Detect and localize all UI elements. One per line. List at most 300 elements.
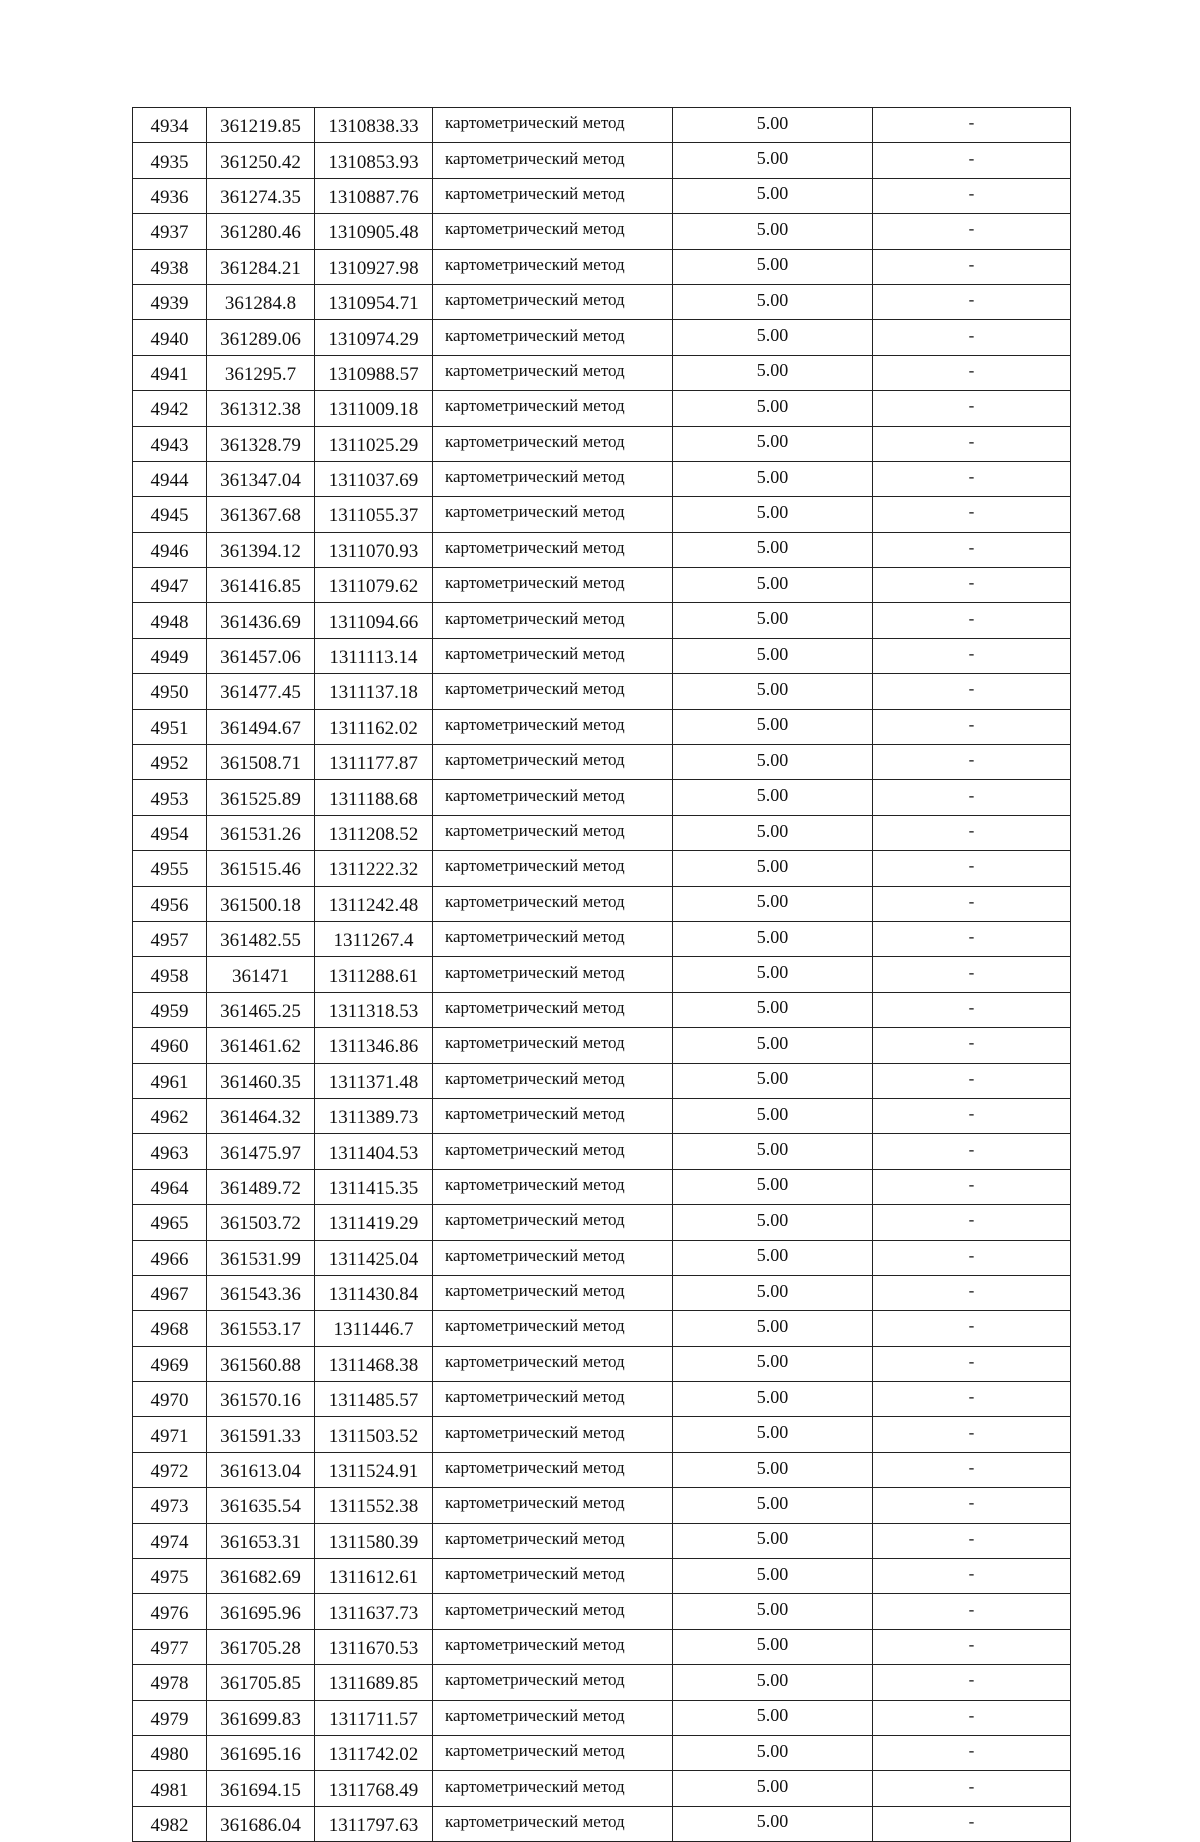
- y-coordinate-cell: 1311055.37: [315, 497, 433, 532]
- y-coordinate-cell: 1311580.39: [315, 1523, 433, 1558]
- accuracy-cell: 5.00: [673, 1735, 873, 1770]
- table-row: [133, 674, 1071, 709]
- y-coordinate-cell: 1311468.38: [315, 1346, 433, 1381]
- accuracy-cell: 5.00: [673, 1098, 873, 1133]
- x-coordinate-cell: 361465.25: [207, 992, 315, 1027]
- x-coordinate-cell: 361635.54: [207, 1488, 315, 1523]
- y-coordinate-cell: 1311037.69: [315, 461, 433, 496]
- table-row: [133, 1311, 1071, 1346]
- x-coordinate-cell: 361560.88: [207, 1346, 315, 1381]
- method-cell: картометрический метод: [433, 320, 673, 355]
- y-coordinate-cell: 1311009.18: [315, 391, 433, 426]
- y-coordinate-cell: 1311070.93: [315, 532, 433, 567]
- x-coordinate-cell: 361686.04: [207, 1806, 315, 1841]
- point-number-cell: 4937: [133, 214, 207, 249]
- x-coordinate-cell: 361705.85: [207, 1665, 315, 1700]
- method-cell: картометрический метод: [433, 1665, 673, 1700]
- x-coordinate-cell: 361312.38: [207, 391, 315, 426]
- accuracy-cell: 5.00: [673, 1311, 873, 1346]
- y-coordinate-cell: 1311222.32: [315, 851, 433, 886]
- point-number-cell: 4967: [133, 1275, 207, 1310]
- description-cell: -: [873, 1134, 1071, 1169]
- table-row: [133, 1382, 1071, 1417]
- x-coordinate-cell: 361489.72: [207, 1169, 315, 1204]
- x-coordinate-cell: 361695.16: [207, 1735, 315, 1770]
- accuracy-cell: 5.00: [673, 1629, 873, 1664]
- table-row: [133, 1771, 1071, 1806]
- table-row: [133, 709, 1071, 744]
- description-cell: -: [873, 1311, 1071, 1346]
- accuracy-cell: 5.00: [673, 1559, 873, 1594]
- method-cell: картометрический метод: [433, 815, 673, 850]
- point-number-cell: 4950: [133, 674, 207, 709]
- y-coordinate-cell: 1311094.66: [315, 603, 433, 638]
- accuracy-cell: 5.00: [673, 391, 873, 426]
- point-number-cell: 4978: [133, 1665, 207, 1700]
- point-number-cell: 4935: [133, 143, 207, 178]
- method-cell: картометрический метод: [433, 143, 673, 178]
- y-coordinate-cell: 1311524.91: [315, 1452, 433, 1487]
- accuracy-cell: 5.00: [673, 1806, 873, 1841]
- point-number-cell: 4974: [133, 1523, 207, 1558]
- method-cell: картометрический метод: [433, 851, 673, 886]
- method-cell: картометрический метод: [433, 921, 673, 956]
- x-coordinate-cell: 361482.55: [207, 921, 315, 956]
- description-cell: -: [873, 709, 1071, 744]
- method-cell: картометрический метод: [433, 1169, 673, 1204]
- method-cell: картометрический метод: [433, 1063, 673, 1098]
- y-coordinate-cell: 1311162.02: [315, 709, 433, 744]
- method-cell: картометрический метод: [433, 178, 673, 213]
- accuracy-cell: 5.00: [673, 1028, 873, 1063]
- accuracy-cell: 5.00: [673, 284, 873, 319]
- point-number-cell: 4972: [133, 1452, 207, 1487]
- y-coordinate-cell: 1311389.73: [315, 1098, 433, 1133]
- accuracy-cell: 5.00: [673, 1700, 873, 1735]
- accuracy-cell: 5.00: [673, 497, 873, 532]
- accuracy-cell: 5.00: [673, 674, 873, 709]
- description-cell: -: [873, 1629, 1071, 1664]
- method-cell: картометрический метод: [433, 1275, 673, 1310]
- table-row: [133, 355, 1071, 390]
- y-coordinate-cell: 1311188.68: [315, 780, 433, 815]
- accuracy-cell: 5.00: [673, 532, 873, 567]
- table-row: [133, 143, 1071, 178]
- method-cell: картометрический метод: [433, 603, 673, 638]
- description-cell: -: [873, 284, 1071, 319]
- x-coordinate-cell: 361394.12: [207, 532, 315, 567]
- table-row: [133, 1452, 1071, 1487]
- table-row: [133, 532, 1071, 567]
- y-coordinate-cell: 1311503.52: [315, 1417, 433, 1452]
- accuracy-cell: 5.00: [673, 957, 873, 992]
- x-coordinate-cell: 361219.85: [207, 108, 315, 143]
- description-cell: -: [873, 1205, 1071, 1240]
- table-row: [133, 1665, 1071, 1700]
- method-cell: картометрический метод: [433, 1735, 673, 1770]
- method-cell: картометрический метод: [433, 1452, 673, 1487]
- point-number-cell: 4969: [133, 1346, 207, 1381]
- y-coordinate-cell: 1311208.52: [315, 815, 433, 850]
- point-number-cell: 4936: [133, 178, 207, 213]
- point-number-cell: 4957: [133, 921, 207, 956]
- x-coordinate-cell: 361705.28: [207, 1629, 315, 1664]
- accuracy-cell: 5.00: [673, 1169, 873, 1204]
- method-cell: картометрический метод: [433, 1417, 673, 1452]
- description-cell: -: [873, 1665, 1071, 1700]
- point-number-cell: 4979: [133, 1700, 207, 1735]
- table-row: [133, 1240, 1071, 1275]
- description-cell: -: [873, 1735, 1071, 1770]
- method-cell: картометрический метод: [433, 1523, 673, 1558]
- x-coordinate-cell: 361653.31: [207, 1523, 315, 1558]
- table-row: [133, 1629, 1071, 1664]
- method-cell: картометрический метод: [433, 1098, 673, 1133]
- point-number-cell: 4980: [133, 1735, 207, 1770]
- x-coordinate-cell: 361525.89: [207, 780, 315, 815]
- description-cell: -: [873, 143, 1071, 178]
- table-row: [133, 568, 1071, 603]
- y-coordinate-cell: 1311742.02: [315, 1735, 433, 1770]
- x-coordinate-cell: 361500.18: [207, 886, 315, 921]
- y-coordinate-cell: 1310927.98: [315, 249, 433, 284]
- description-cell: -: [873, 178, 1071, 213]
- description-cell: -: [873, 921, 1071, 956]
- method-cell: картометрический метод: [433, 284, 673, 319]
- x-coordinate-cell: 361284.8: [207, 284, 315, 319]
- y-coordinate-cell: 1310838.33: [315, 108, 433, 143]
- table-row: [133, 461, 1071, 496]
- accuracy-cell: 5.00: [673, 178, 873, 213]
- accuracy-cell: 5.00: [673, 1382, 873, 1417]
- method-cell: картометрический метод: [433, 992, 673, 1027]
- table-row: [133, 1559, 1071, 1594]
- y-coordinate-cell: 1311612.61: [315, 1559, 433, 1594]
- point-number-cell: 4963: [133, 1134, 207, 1169]
- accuracy-cell: 5.00: [673, 1205, 873, 1240]
- accuracy-cell: 5.00: [673, 1063, 873, 1098]
- method-cell: картометрический метод: [433, 391, 673, 426]
- point-number-cell: 4944: [133, 461, 207, 496]
- accuracy-cell: 5.00: [673, 780, 873, 815]
- table-row: [133, 1063, 1071, 1098]
- method-cell: картометрический метод: [433, 1134, 673, 1169]
- description-cell: -: [873, 1275, 1071, 1310]
- accuracy-cell: 5.00: [673, 143, 873, 178]
- table-row: [133, 426, 1071, 461]
- accuracy-cell: 5.00: [673, 1275, 873, 1310]
- table-row: [133, 815, 1071, 850]
- method-cell: картометрический метод: [433, 1559, 673, 1594]
- y-coordinate-cell: 1311419.29: [315, 1205, 433, 1240]
- table-row: [133, 1735, 1071, 1770]
- description-cell: -: [873, 1523, 1071, 1558]
- y-coordinate-cell: 1311242.48: [315, 886, 433, 921]
- point-number-cell: 4958: [133, 957, 207, 992]
- accuracy-cell: 5.00: [673, 745, 873, 780]
- table-row: [133, 1098, 1071, 1133]
- point-number-cell: 4960: [133, 1028, 207, 1063]
- x-coordinate-cell: 361682.69: [207, 1559, 315, 1594]
- point-number-cell: 4954: [133, 815, 207, 850]
- accuracy-cell: 5.00: [673, 1594, 873, 1629]
- x-coordinate-cell: 361477.45: [207, 674, 315, 709]
- table-row: [133, 1169, 1071, 1204]
- y-coordinate-cell: 1311670.53: [315, 1629, 433, 1664]
- y-coordinate-cell: 1310974.29: [315, 320, 433, 355]
- y-coordinate-cell: 1311415.35: [315, 1169, 433, 1204]
- method-cell: картометрический метод: [433, 1346, 673, 1381]
- description-cell: -: [873, 1417, 1071, 1452]
- description-cell: -: [873, 1806, 1071, 1841]
- accuracy-cell: 5.00: [673, 851, 873, 886]
- table-row: [133, 1134, 1071, 1169]
- method-cell: картометрический метод: [433, 1028, 673, 1063]
- accuracy-cell: 5.00: [673, 1134, 873, 1169]
- description-cell: -: [873, 674, 1071, 709]
- y-coordinate-cell: 1311430.84: [315, 1275, 433, 1310]
- x-coordinate-cell: 361699.83: [207, 1700, 315, 1735]
- x-coordinate-cell: 361457.06: [207, 638, 315, 673]
- description-cell: -: [873, 1382, 1071, 1417]
- accuracy-cell: 5.00: [673, 1452, 873, 1487]
- x-coordinate-cell: 361475.97: [207, 1134, 315, 1169]
- x-coordinate-cell: 361553.17: [207, 1311, 315, 1346]
- table-row: [133, 1028, 1071, 1063]
- table-row: [133, 603, 1071, 638]
- x-coordinate-cell: 361464.32: [207, 1098, 315, 1133]
- y-coordinate-cell: 1311137.18: [315, 674, 433, 709]
- point-number-cell: 4934: [133, 108, 207, 143]
- description-cell: -: [873, 497, 1071, 532]
- x-coordinate-cell: 361274.35: [207, 178, 315, 213]
- method-cell: картометрический метод: [433, 355, 673, 390]
- x-coordinate-cell: 361284.21: [207, 249, 315, 284]
- description-cell: -: [873, 355, 1071, 390]
- description-cell: -: [873, 320, 1071, 355]
- coordinates-table: [132, 107, 1071, 1842]
- method-cell: картометрический метод: [433, 568, 673, 603]
- table-row: [133, 1523, 1071, 1558]
- table-row: [133, 214, 1071, 249]
- description-cell: -: [873, 815, 1071, 850]
- point-number-cell: 4964: [133, 1169, 207, 1204]
- accuracy-cell: 5.00: [673, 320, 873, 355]
- y-coordinate-cell: 1311267.4: [315, 921, 433, 956]
- table-row: [133, 1806, 1071, 1841]
- table-row: [133, 1346, 1071, 1381]
- accuracy-cell: 5.00: [673, 1523, 873, 1558]
- method-cell: картометрический метод: [433, 108, 673, 143]
- method-cell: картометрический метод: [433, 461, 673, 496]
- description-cell: -: [873, 214, 1071, 249]
- description-cell: -: [873, 1028, 1071, 1063]
- description-cell: -: [873, 1098, 1071, 1133]
- accuracy-cell: 5.00: [673, 249, 873, 284]
- table-row: [133, 745, 1071, 780]
- table-row: [133, 108, 1071, 143]
- y-coordinate-cell: 1310988.57: [315, 355, 433, 390]
- table-row: [133, 1275, 1071, 1310]
- point-number-cell: 4946: [133, 532, 207, 567]
- method-cell: картометрический метод: [433, 1205, 673, 1240]
- accuracy-cell: 5.00: [673, 992, 873, 1027]
- table-row: [133, 178, 1071, 213]
- point-number-cell: 4952: [133, 745, 207, 780]
- point-number-cell: 4945: [133, 497, 207, 532]
- table-row: [133, 1594, 1071, 1629]
- accuracy-cell: 5.00: [673, 426, 873, 461]
- description-cell: -: [873, 1488, 1071, 1523]
- y-coordinate-cell: 1311346.86: [315, 1028, 433, 1063]
- method-cell: картометрический метод: [433, 1629, 673, 1664]
- accuracy-cell: 5.00: [673, 1665, 873, 1700]
- table-row: [133, 1205, 1071, 1240]
- description-cell: -: [873, 391, 1071, 426]
- point-number-cell: 4942: [133, 391, 207, 426]
- description-cell: -: [873, 1063, 1071, 1098]
- description-cell: -: [873, 1594, 1071, 1629]
- accuracy-cell: 5.00: [673, 1346, 873, 1381]
- y-coordinate-cell: 1311485.57: [315, 1382, 433, 1417]
- method-cell: картометрический метод: [433, 1806, 673, 1841]
- description-cell: -: [873, 638, 1071, 673]
- accuracy-cell: 5.00: [673, 603, 873, 638]
- description-cell: -: [873, 745, 1071, 780]
- point-number-cell: 4940: [133, 320, 207, 355]
- x-coordinate-cell: 361531.99: [207, 1240, 315, 1275]
- y-coordinate-cell: 1310887.76: [315, 178, 433, 213]
- x-coordinate-cell: 361694.15: [207, 1771, 315, 1806]
- description-cell: -: [873, 1240, 1071, 1275]
- description-cell: -: [873, 1169, 1071, 1204]
- table-row: [133, 497, 1071, 532]
- x-coordinate-cell: 361591.33: [207, 1417, 315, 1452]
- y-coordinate-cell: 1311371.48: [315, 1063, 433, 1098]
- point-number-cell: 4976: [133, 1594, 207, 1629]
- table-row: [133, 1488, 1071, 1523]
- point-number-cell: 4949: [133, 638, 207, 673]
- method-cell: картометрический метод: [433, 214, 673, 249]
- y-coordinate-cell: 1311711.57: [315, 1700, 433, 1735]
- point-number-cell: 4956: [133, 886, 207, 921]
- method-cell: картометрический метод: [433, 1240, 673, 1275]
- x-coordinate-cell: 361531.26: [207, 815, 315, 850]
- x-coordinate-cell: 361503.72: [207, 1205, 315, 1240]
- x-coordinate-cell: 361367.68: [207, 497, 315, 532]
- description-cell: -: [873, 426, 1071, 461]
- point-number-cell: 4966: [133, 1240, 207, 1275]
- method-cell: картометрический метод: [433, 709, 673, 744]
- accuracy-cell: 5.00: [673, 214, 873, 249]
- point-number-cell: 4955: [133, 851, 207, 886]
- description-cell: -: [873, 1771, 1071, 1806]
- accuracy-cell: 5.00: [673, 815, 873, 850]
- y-coordinate-cell: 1311079.62: [315, 568, 433, 603]
- x-coordinate-cell: 361515.46: [207, 851, 315, 886]
- point-number-cell: 4982: [133, 1806, 207, 1841]
- y-coordinate-cell: 1311288.61: [315, 957, 433, 992]
- y-coordinate-cell: 1311404.53: [315, 1134, 433, 1169]
- y-coordinate-cell: 1310905.48: [315, 214, 433, 249]
- coordinates-table-body: [133, 108, 1071, 1842]
- description-cell: -: [873, 851, 1071, 886]
- table-row: [133, 992, 1071, 1027]
- accuracy-cell: 5.00: [673, 709, 873, 744]
- x-coordinate-cell: 361347.04: [207, 461, 315, 496]
- description-cell: -: [873, 461, 1071, 496]
- x-coordinate-cell: 361543.36: [207, 1275, 315, 1310]
- x-coordinate-cell: 361250.42: [207, 143, 315, 178]
- x-coordinate-cell: 361508.71: [207, 745, 315, 780]
- table-row: [133, 1700, 1071, 1735]
- description-cell: -: [873, 568, 1071, 603]
- accuracy-cell: 5.00: [673, 886, 873, 921]
- table-row: [133, 249, 1071, 284]
- y-coordinate-cell: 1310853.93: [315, 143, 433, 178]
- y-coordinate-cell: 1311797.63: [315, 1806, 433, 1841]
- point-number-cell: 4981: [133, 1771, 207, 1806]
- accuracy-cell: 5.00: [673, 108, 873, 143]
- table-row: [133, 780, 1071, 815]
- description-cell: -: [873, 1452, 1071, 1487]
- method-cell: картометрический метод: [433, 745, 673, 780]
- method-cell: картометрический метод: [433, 1700, 673, 1735]
- y-coordinate-cell: 1311637.73: [315, 1594, 433, 1629]
- method-cell: картометрический метод: [433, 780, 673, 815]
- method-cell: картометрический метод: [433, 1488, 673, 1523]
- point-number-cell: 4973: [133, 1488, 207, 1523]
- x-coordinate-cell: 361416.85: [207, 568, 315, 603]
- accuracy-cell: 5.00: [673, 1417, 873, 1452]
- y-coordinate-cell: 1311025.29: [315, 426, 433, 461]
- x-coordinate-cell: 361570.16: [207, 1382, 315, 1417]
- point-number-cell: 4975: [133, 1559, 207, 1594]
- accuracy-cell: 5.00: [673, 355, 873, 390]
- point-number-cell: 4941: [133, 355, 207, 390]
- method-cell: картометрический метод: [433, 1382, 673, 1417]
- x-coordinate-cell: 361436.69: [207, 603, 315, 638]
- accuracy-cell: 5.00: [673, 1488, 873, 1523]
- accuracy-cell: 5.00: [673, 1771, 873, 1806]
- y-coordinate-cell: 1311425.04: [315, 1240, 433, 1275]
- accuracy-cell: 5.00: [673, 638, 873, 673]
- description-cell: -: [873, 249, 1071, 284]
- x-coordinate-cell: 361461.62: [207, 1028, 315, 1063]
- description-cell: -: [873, 992, 1071, 1027]
- point-number-cell: 4965: [133, 1205, 207, 1240]
- y-coordinate-cell: 1311113.14: [315, 638, 433, 673]
- y-coordinate-cell: 1311446.7: [315, 1311, 433, 1346]
- point-number-cell: 4953: [133, 780, 207, 815]
- table-row: [133, 886, 1071, 921]
- accuracy-cell: 5.00: [673, 568, 873, 603]
- method-cell: картометрический метод: [433, 1594, 673, 1629]
- point-number-cell: 4939: [133, 284, 207, 319]
- table-row: [133, 638, 1071, 673]
- table-row: [133, 921, 1071, 956]
- x-coordinate-cell: 361328.79: [207, 426, 315, 461]
- description-cell: -: [873, 1346, 1071, 1381]
- point-number-cell: 4948: [133, 603, 207, 638]
- y-coordinate-cell: 1311318.53: [315, 992, 433, 1027]
- point-number-cell: 4938: [133, 249, 207, 284]
- accuracy-cell: 5.00: [673, 921, 873, 956]
- table-row: [133, 284, 1071, 319]
- accuracy-cell: 5.00: [673, 1240, 873, 1275]
- description-cell: -: [873, 1700, 1071, 1735]
- x-coordinate-cell: 361460.35: [207, 1063, 315, 1098]
